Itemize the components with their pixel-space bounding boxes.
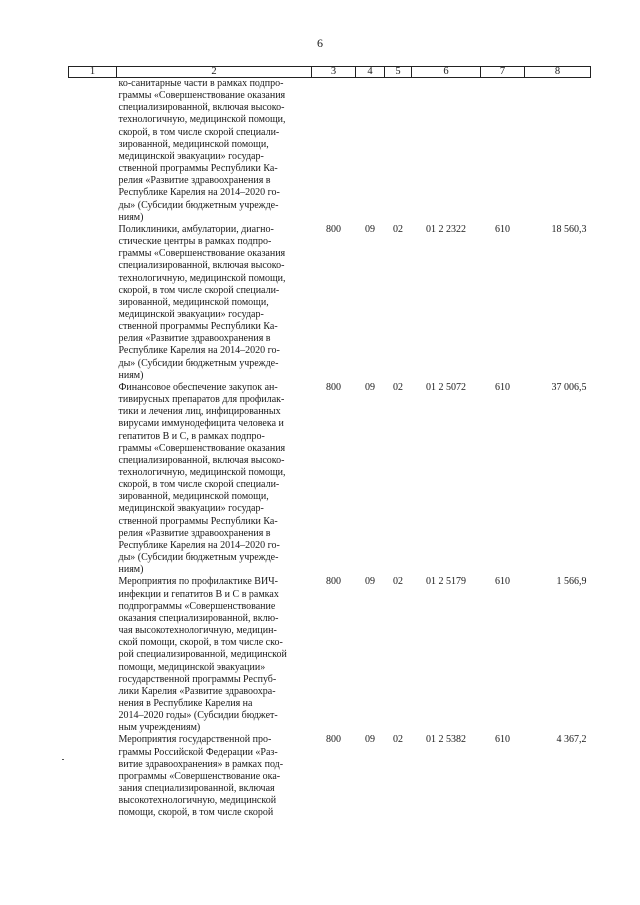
cell-subsection: 02 (393, 734, 403, 746)
column-header: 3 (312, 67, 356, 78)
table-row (69, 382, 591, 577)
row-description: Поликлиники, амбулатории, диагно- стические центры в рамках подпро- граммы «Совершенствование оказания специализированной, включая высоко- технологичную, медицинской помощи, скорой, в том числе скорой специали- зированной, медицинской помощи, медицинской эвакуации» государ- ственной программы Республики Ка- релия «Развитие здравоохранения в Республике Карелия на 2014–2020 го- ды» (Субсидии бюджетным учрежде- ниям) (118, 223, 286, 381)
cell-admin-code (312, 78, 356, 224)
budget-table (68, 66, 591, 820)
cell-section: 09 (365, 223, 375, 235)
column-header: 5 (385, 67, 412, 78)
table-row (69, 734, 591, 819)
column-header: 7 (481, 67, 525, 78)
cell-amount: 37 006,5 (551, 381, 587, 393)
cell-target-article (412, 78, 481, 224)
column-header: 2 (117, 67, 312, 78)
column-header: 4 (356, 67, 385, 78)
column-header: 1 (69, 67, 117, 78)
table-row (69, 224, 591, 382)
cell-expense-type (481, 78, 525, 224)
row-description: Мероприятия государственной про- граммы Российской Федерации «Раз- витие здравоохранения» в рамках под- программы «Совершенствование ока- зания специализированной, включая высокотехнологичную, медицинской помощи, скорой, в том числе скорой (118, 734, 284, 819)
cell-admin-code: 800 (326, 381, 341, 393)
page-number: 6 (317, 36, 323, 50)
cell-subsection (385, 78, 412, 224)
cell-amount: 18 560,3 (551, 223, 587, 235)
cell-target-article: 01 2 2322 (426, 223, 466, 235)
table-row (69, 576, 591, 734)
row-description: ко-санитарные части в рамках подпро- граммы «Совершенствование оказания специализированной, включая высоко- технологичную, медицинской помощи, скорой, в том числе скорой специали- зированной, медицинской помощи, медицинской эвакуации» государ- ственной программы Республики Ка- релия «Развитие здравоохранения в Республике Карелия на 2014–2020 го- ды» (Субсидии бюджетным учрежде- ниям) (118, 78, 286, 223)
cell-section (356, 78, 385, 224)
cell-expense-type: 610 (495, 576, 510, 588)
cell-subsection: 02 (393, 223, 403, 235)
cell-expense-type: 610 (495, 223, 510, 235)
column-header: 8 (525, 67, 591, 78)
cell-target-article: 01 2 5072 (426, 381, 466, 393)
cell-section: 09 (365, 576, 375, 588)
cell-subsection: 02 (393, 576, 403, 588)
table-row (69, 78, 591, 224)
scan-mark (62, 759, 64, 760)
cell-target-article: 01 2 5382 (426, 734, 466, 746)
cell-subsection: 02 (393, 381, 403, 393)
row-description: Финансовое обеспечение закупок ан- тивирусных препаратов для профилак- тики и лечения лиц, инфицированных вирусами иммунодефицита человека и гепатитов В и С, в рамках подпро- граммы «Совершенствование оказания специализированной, включая высоко- технологичную, медицинской помощи, скорой, в том числе скорой специали- зированной, медицинской помощи, медицинской эвакуации» государ- ственной программы Республики Ка- релия «Развитие здравоохранения в Республике Карелия на 2014–2020 го- ды» (Субсидии бюджетным учрежде- ниям) (118, 381, 286, 576)
cell-expense-type: 610 (495, 734, 510, 746)
row-description: Мероприятия по профилактике ВИЧ- инфекции и гепатитов В и С в рамках подпрограммы «Совершенствование оказания специализированной, вклю- чая высокотехнологичную, медицин- ской помощи, скорой, в том числе ско- рой специализированной, медицинской помощи, медицинской эвакуации» государственной программы Респуб- лики Карелия «Развитие здравоохра- нения в Республике Карелия на 2014–2020 годы» (Субсидии бюджет- ным учреждениям) (118, 576, 287, 734)
column-header: 6 (412, 67, 481, 78)
cell-amount: 4 367,2 (556, 734, 587, 746)
cell-section: 09 (365, 734, 375, 746)
cell-expense-type: 610 (495, 381, 510, 393)
cell-amount: 1 566,9 (556, 576, 587, 588)
cell-admin-code: 800 (326, 576, 341, 588)
cell-amount (525, 78, 591, 224)
table-header-row (69, 67, 591, 78)
cell-section: 09 (365, 381, 375, 393)
cell-target-article: 01 2 5179 (426, 576, 466, 588)
cell-admin-code: 800 (326, 734, 341, 746)
cell-admin-code: 800 (326, 223, 341, 235)
